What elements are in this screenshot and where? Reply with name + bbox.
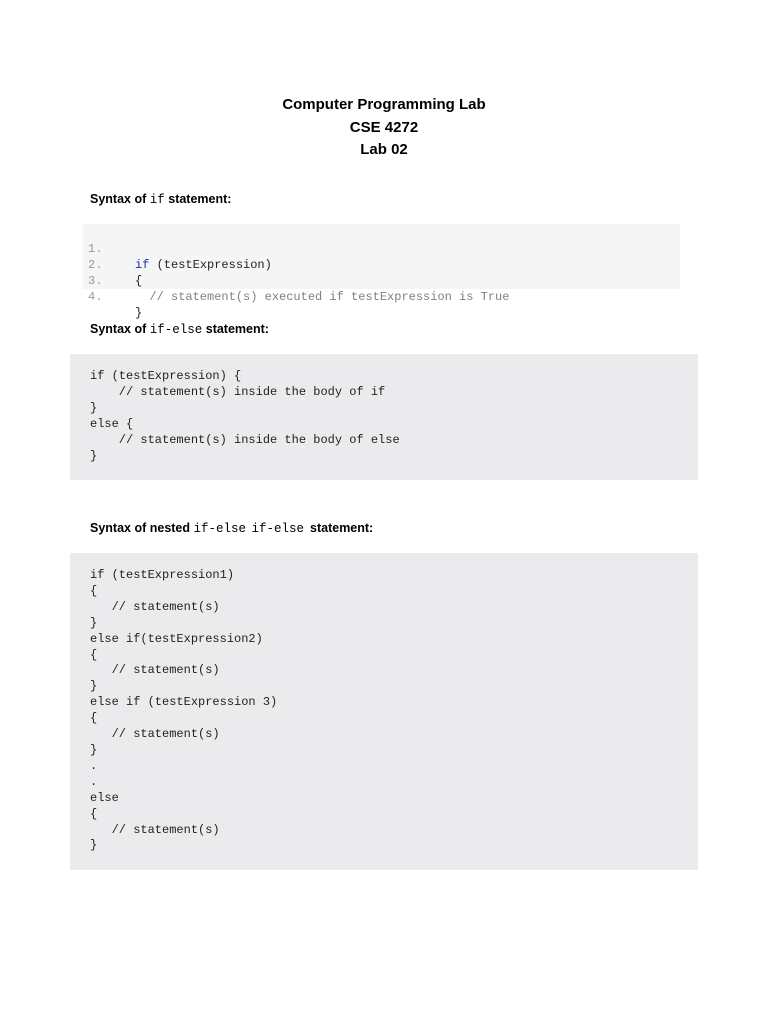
heading-keyword: if-else (149, 323, 203, 337)
code-text (135, 257, 272, 273)
heading-keyword: if-else (251, 522, 305, 536)
code-text: } (135, 306, 143, 320)
heading-prefix: Syntax of (90, 192, 150, 206)
line-number: 4. (88, 290, 103, 304)
lab-number: Lab 02 (360, 141, 408, 158)
code-text: if (testExpression1) { // statement(s) } else if(testExpression2) { // statement(s) } else if (testExpression 3) { // statement(s) } . . else { // statement(s) } (90, 568, 278, 853)
code-keyword: if (135, 258, 150, 272)
code-block-if-else (70, 354, 698, 480)
heading-prefix: Syntax of nested (90, 521, 194, 535)
document-title (0, 94, 768, 162)
heading-suffix: statement: (164, 192, 232, 206)
code-expression: (testExpression) (149, 258, 272, 272)
code-line (83, 257, 510, 304)
code-line (83, 225, 272, 272)
heading-keyword: if-else (193, 522, 247, 536)
heading-suffix: statement: (310, 521, 374, 535)
code-block-if (83, 224, 680, 320)
heading-nested-if-else-syntax (90, 521, 373, 536)
heading-keyword: if (149, 193, 165, 207)
code-line (83, 273, 143, 320)
code-text: if (testExpression) { // statement(s) inside the body of if } else { // statement(s) inside the body of else } (90, 369, 400, 463)
heading-if-else-syntax (90, 322, 269, 337)
line-number: 2. (88, 258, 103, 272)
code-comment: // statement(s) executed if testExpression is True (135, 290, 510, 304)
course-title: Computer Programming Lab (282, 96, 486, 113)
heading-if-syntax (90, 192, 231, 207)
line-number: 3. (88, 274, 103, 288)
heading-suffix: statement: (202, 322, 269, 336)
course-code: CSE 4272 (349, 118, 419, 136)
code-text: { (135, 274, 143, 288)
line-number: 1. (88, 242, 103, 256)
heading-prefix: Syntax of (90, 322, 150, 336)
code-block-nested-if-else (70, 553, 698, 870)
